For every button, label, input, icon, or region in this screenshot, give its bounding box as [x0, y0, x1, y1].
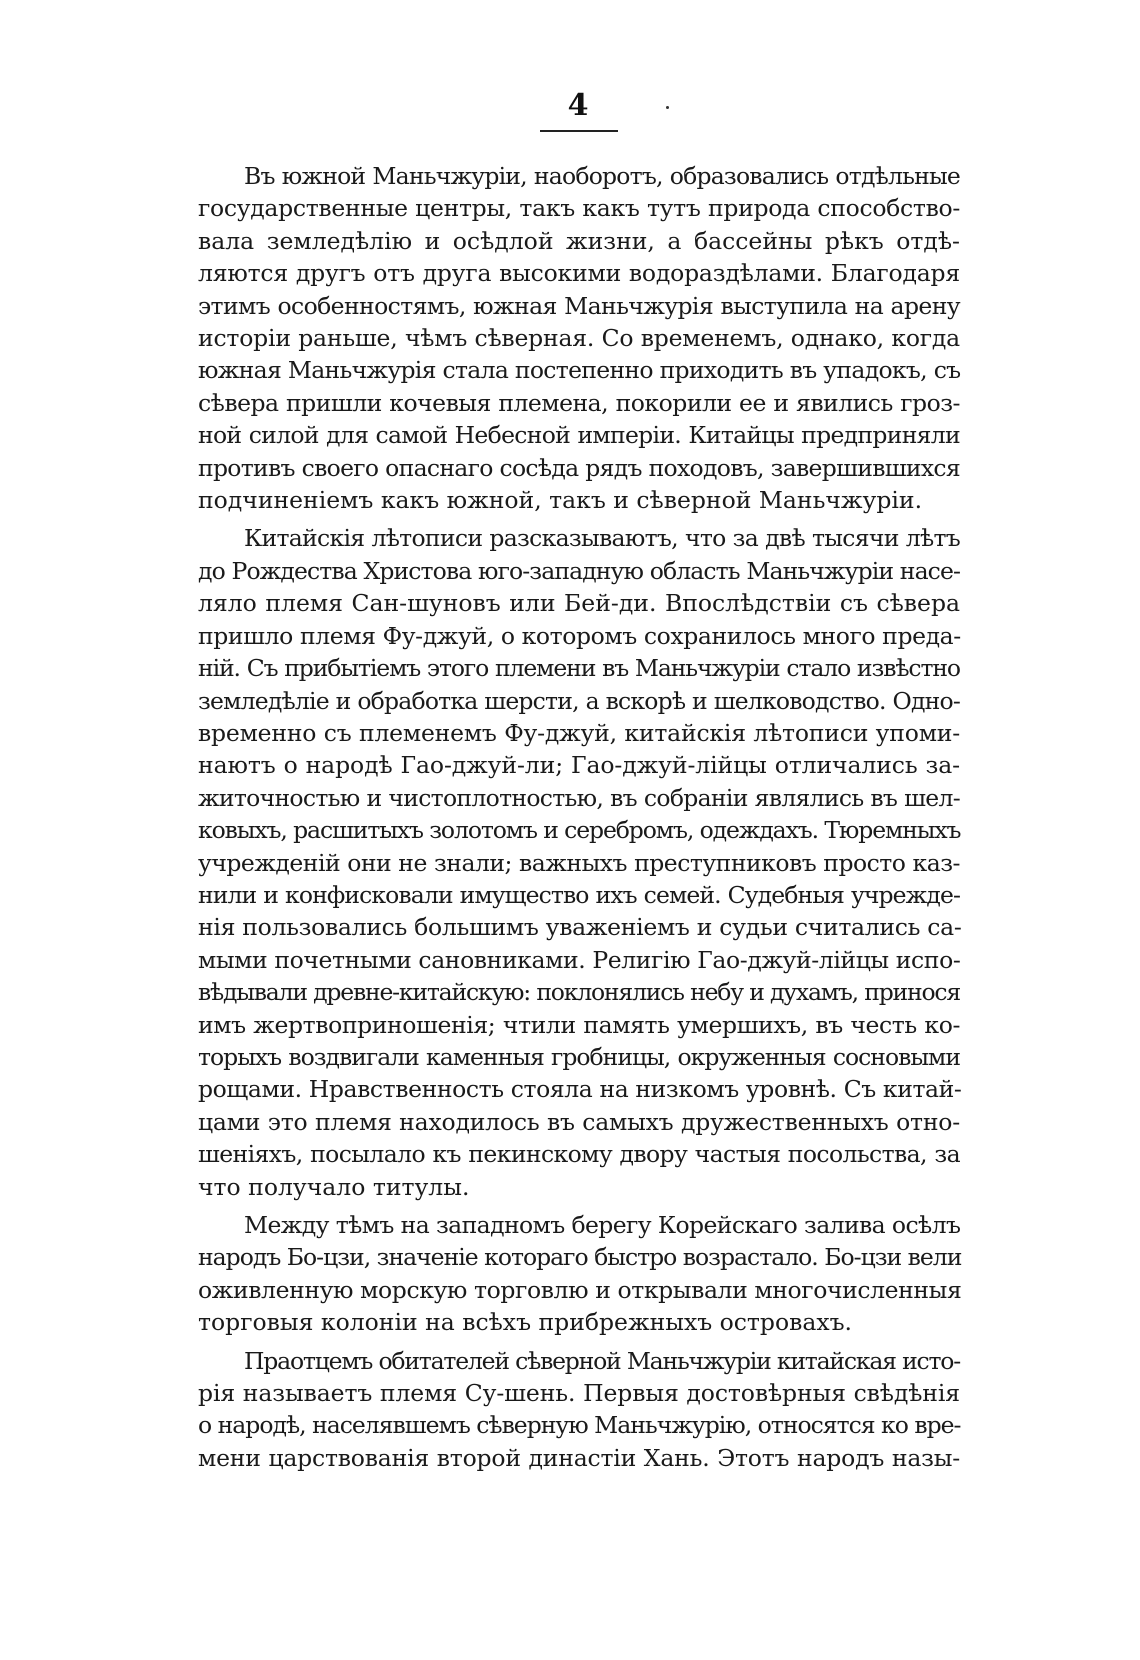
text-line: временно съ племенемъ Фу-джуй, китайскія лѣтописи упоми-	[198, 718, 960, 747]
text-line: наютъ о народѣ Гао-джуй-ли; Гао-джуй-лійцы отличались за-	[198, 751, 960, 780]
text-line: оживленную морскую торговлю и открывали многочисленныя	[198, 1275, 962, 1304]
text-line: Праотцемъ обитателей сѣверной Маньчжуріи китайская исто-	[244, 1346, 960, 1375]
paragraph-su-shen	[198, 1345, 960, 1475]
text-line: земледѣліе и обработка шерсти, а вскорѣ и шелководство. Одно-	[198, 686, 960, 715]
text-line: рощами. Нравственность стояла на низкомъ уровнѣ. Съ китай-	[198, 1075, 962, 1104]
text-line: сѣвера пришли кочевыя племена, покорили ее и явились гроз-	[198, 388, 960, 417]
text-line: ной силой для самой Небесной имперіи. Китайцы предприняли	[198, 421, 960, 450]
text-line: подчиненіемъ какъ южной, такъ и сѣверной Маньчжуріи.	[198, 486, 923, 515]
text-line: мыми почетными сановниками. Религію Гао-джуй-лійцы испо-	[198, 945, 961, 974]
page-number-rule	[540, 130, 618, 132]
text-line: Между тѣмъ на западномъ берегу Корейскаго залива осѣлъ	[244, 1211, 961, 1239]
text-line: нили и конфисковали имущество ихъ семей. Судебныя учрежде-	[198, 880, 960, 909]
text-line: Въ южной Маньчжуріи, наоборотъ, образовались отдѣльные	[244, 162, 960, 190]
text-line: до Рождества Христова юго-западную область Маньчжуріи насе-	[198, 556, 960, 585]
ink-speck	[666, 106, 669, 109]
text-line: народъ Бо-цзи, значеніе котораго быстро возрастало. Бо-цзи вели	[198, 1243, 962, 1272]
text-line: нія пользовались большимъ уваженіемъ и судьи считались са-	[198, 913, 962, 942]
text-line: исторіи раньше, чѣмъ сѣверная. Со временемъ, однако, когда	[198, 324, 960, 353]
text-line: торыхъ воздвигали каменныя гробницы, окруженныя сосновыми	[198, 1042, 960, 1071]
text-line: противъ своего опаснаго сосѣда рядъ походовъ, завершившихся	[198, 453, 960, 482]
body-text	[198, 160, 960, 1480]
text-line: ній. Съ прибытіемъ этого племени въ Маньчжуріи стало извѣстно	[198, 654, 960, 683]
text-line: мени царствованія второй династіи Хань. Этотъ народъ назы-	[198, 1443, 960, 1472]
text-line: государственные центры, такъ какъ тутъ природа способство-	[198, 194, 960, 223]
text-line: что получало титулы.	[198, 1172, 470, 1201]
text-line: пришло племя Фу-джуй, о которомъ сохранилось много преда-	[198, 621, 961, 650]
text-line: имъ жертвоприношенія; чтили память умершихъ, въ честь ко-	[198, 1010, 960, 1039]
page-number: 4	[567, 88, 589, 123]
paragraph-chinese-chronicles	[198, 522, 960, 1203]
text-line: этимъ особенностямъ, южная Маньчжурія выступила на арену	[198, 291, 960, 320]
text-line: цами это племя находилось въ самыхъ дружественныхъ отно-	[198, 1107, 960, 1136]
text-line: вѣдывали древне-китайскую: поклонялись небу и духамъ, принося	[198, 978, 960, 1007]
text-line: житочностью и чистоплотностью, въ собраніи являлись въ шел-	[198, 783, 960, 812]
text-line: южная Маньчжурія стала постепенно приходить въ упадокъ, съ	[198, 356, 961, 385]
text-line: торговыя колоніи на всѣхъ прибрежныхъ островахъ.	[198, 1308, 853, 1337]
text-line: ляются другъ отъ друга высокими водораздѣлами. Благодаря	[198, 259, 960, 288]
text-line: рія называетъ племя Су-шень. Первыя достовѣрныя свѣдѣнія	[198, 1379, 960, 1408]
text-line: учрежденій они не знали; важныхъ преступниковъ просто каз-	[198, 848, 960, 877]
text-line: ляло племя Сан-шуновъ или Бей-ди. Впослѣдствіи съ сѣвера	[198, 589, 960, 618]
paragraph-southern-manchuria	[198, 160, 960, 516]
text-line: шеніяхъ, посылало къ пекинскому двору частыя посольства, за	[198, 1140, 960, 1169]
paragraph-bo-tszi	[198, 1209, 960, 1339]
text-line: вала земледѣлію и осѣдлой жизни, а бассейны рѣкъ отдѣ-	[198, 226, 960, 255]
text-line: ковыхъ, расшитыхъ золотомъ и серебромъ, одеждахъ. Тюремныхъ	[198, 816, 961, 845]
text-line: о народѣ, населявшемъ сѣверную Маньчжурію, относятся ко вре-	[198, 1411, 961, 1440]
text-line: Китайскія лѣтописи разсказываютъ, что за двѣ тысячи лѣтъ	[244, 524, 960, 553]
